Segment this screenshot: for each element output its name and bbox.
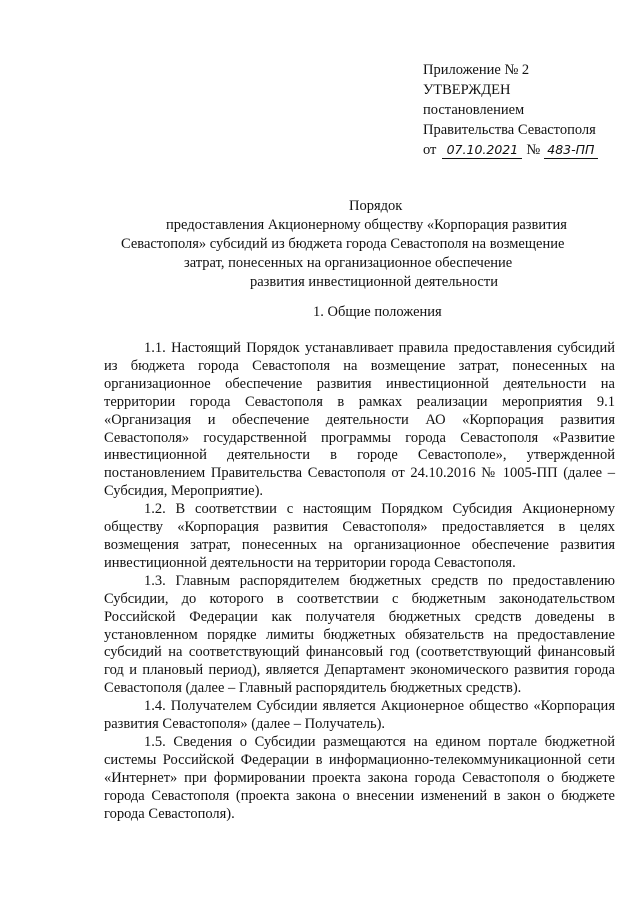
document-body: [104, 340, 615, 823]
title-line-1: Порядок: [349, 198, 403, 214]
handwritten-date: 07.10.2021: [442, 142, 522, 159]
title-line-4: затрат, понесенных на организационное обеспечение: [184, 255, 513, 271]
approval-stamp: УТВЕРЖДЕН: [423, 82, 511, 98]
approval-date-number-line: [423, 140, 623, 160]
handwritten-number: 483-ПП: [544, 142, 598, 159]
paragraph-1-4: 1.4. Получателем Субсидии является Акционерное общество «Корпорация развития Севастополя» (далее – Получатель).: [104, 698, 615, 733]
from-label: от: [423, 142, 437, 158]
paragraph-1-2: 1.2. В соответствии с настоящим Порядком Субсидия Акционерному обществу «Корпорация развития Севастополя» предоставляется в целях возмещения затрат, понесенных на организационное обеспечение развития инвестиционной деятельности на территории города Севастополя.: [104, 501, 615, 571]
paragraph-1-1: 1.1. Настоящий Порядок устанавливает правила предоставления субсидий из бюджета города Севастополя на возмещение затрат, понесенных на организационное обеспечение развития инвестиционной деятельности на территории города Севастополя в рамках реализации мероприятия 9.1 «Организация и обеспечение деятельности АО «Корпорация развития Севастополя» государственной программы города Севастополя «Развитие инвестиционной деятельности в городе Севастополе», утвержденной постановлением Правительства Севастополя от 24.10.2016 № 1005-ПП (далее – Субсидия, Мероприятие).: [104, 340, 615, 500]
title-line-5: развития инвестиционной деятельности: [250, 274, 498, 290]
appendix-number: Приложение № 2: [423, 62, 530, 78]
title-line-3: Севастополя» субсидий из бюджета города Севастополя на возмещение: [121, 236, 565, 252]
approving-authority: Правительства Севастополя: [423, 122, 596, 138]
approval-type: постановлением: [423, 102, 525, 118]
paragraph-1-5: 1.5. Сведения о Субсидии размещаются на едином портале бюджетной системы Российской Федерации в информационно-телекоммуникационной сети «Интернет» при формировании проекта закона города Севастополя о бюджете города Севастополя (проекта закона о внесении изменений в закон о бюджете города Севастополя).: [104, 733, 615, 822]
section-heading: 1. Общие положения: [313, 304, 442, 320]
title-line-2: предоставления Акционерному обществу «Корпорация развития: [166, 217, 567, 233]
paragraph-1-3: 1.3. Главным распорядителем бюджетных средств по предоставлению Субсидии, до которого в соответствии с бюджетным законодательством Российской Федерации как получателя бюджетных средств доведены в установленном порядке лимиты бюджетных обязательств на предоставление субсидий на соответствующий финансовый год (соответствующий финансовый год и плановый период), является Департамент экономического развития города Севастополя (далее – Главный распорядитель бюджетных средств).: [104, 572, 615, 697]
number-label: №: [526, 142, 541, 158]
appendix-approval-block: [423, 60, 623, 160]
